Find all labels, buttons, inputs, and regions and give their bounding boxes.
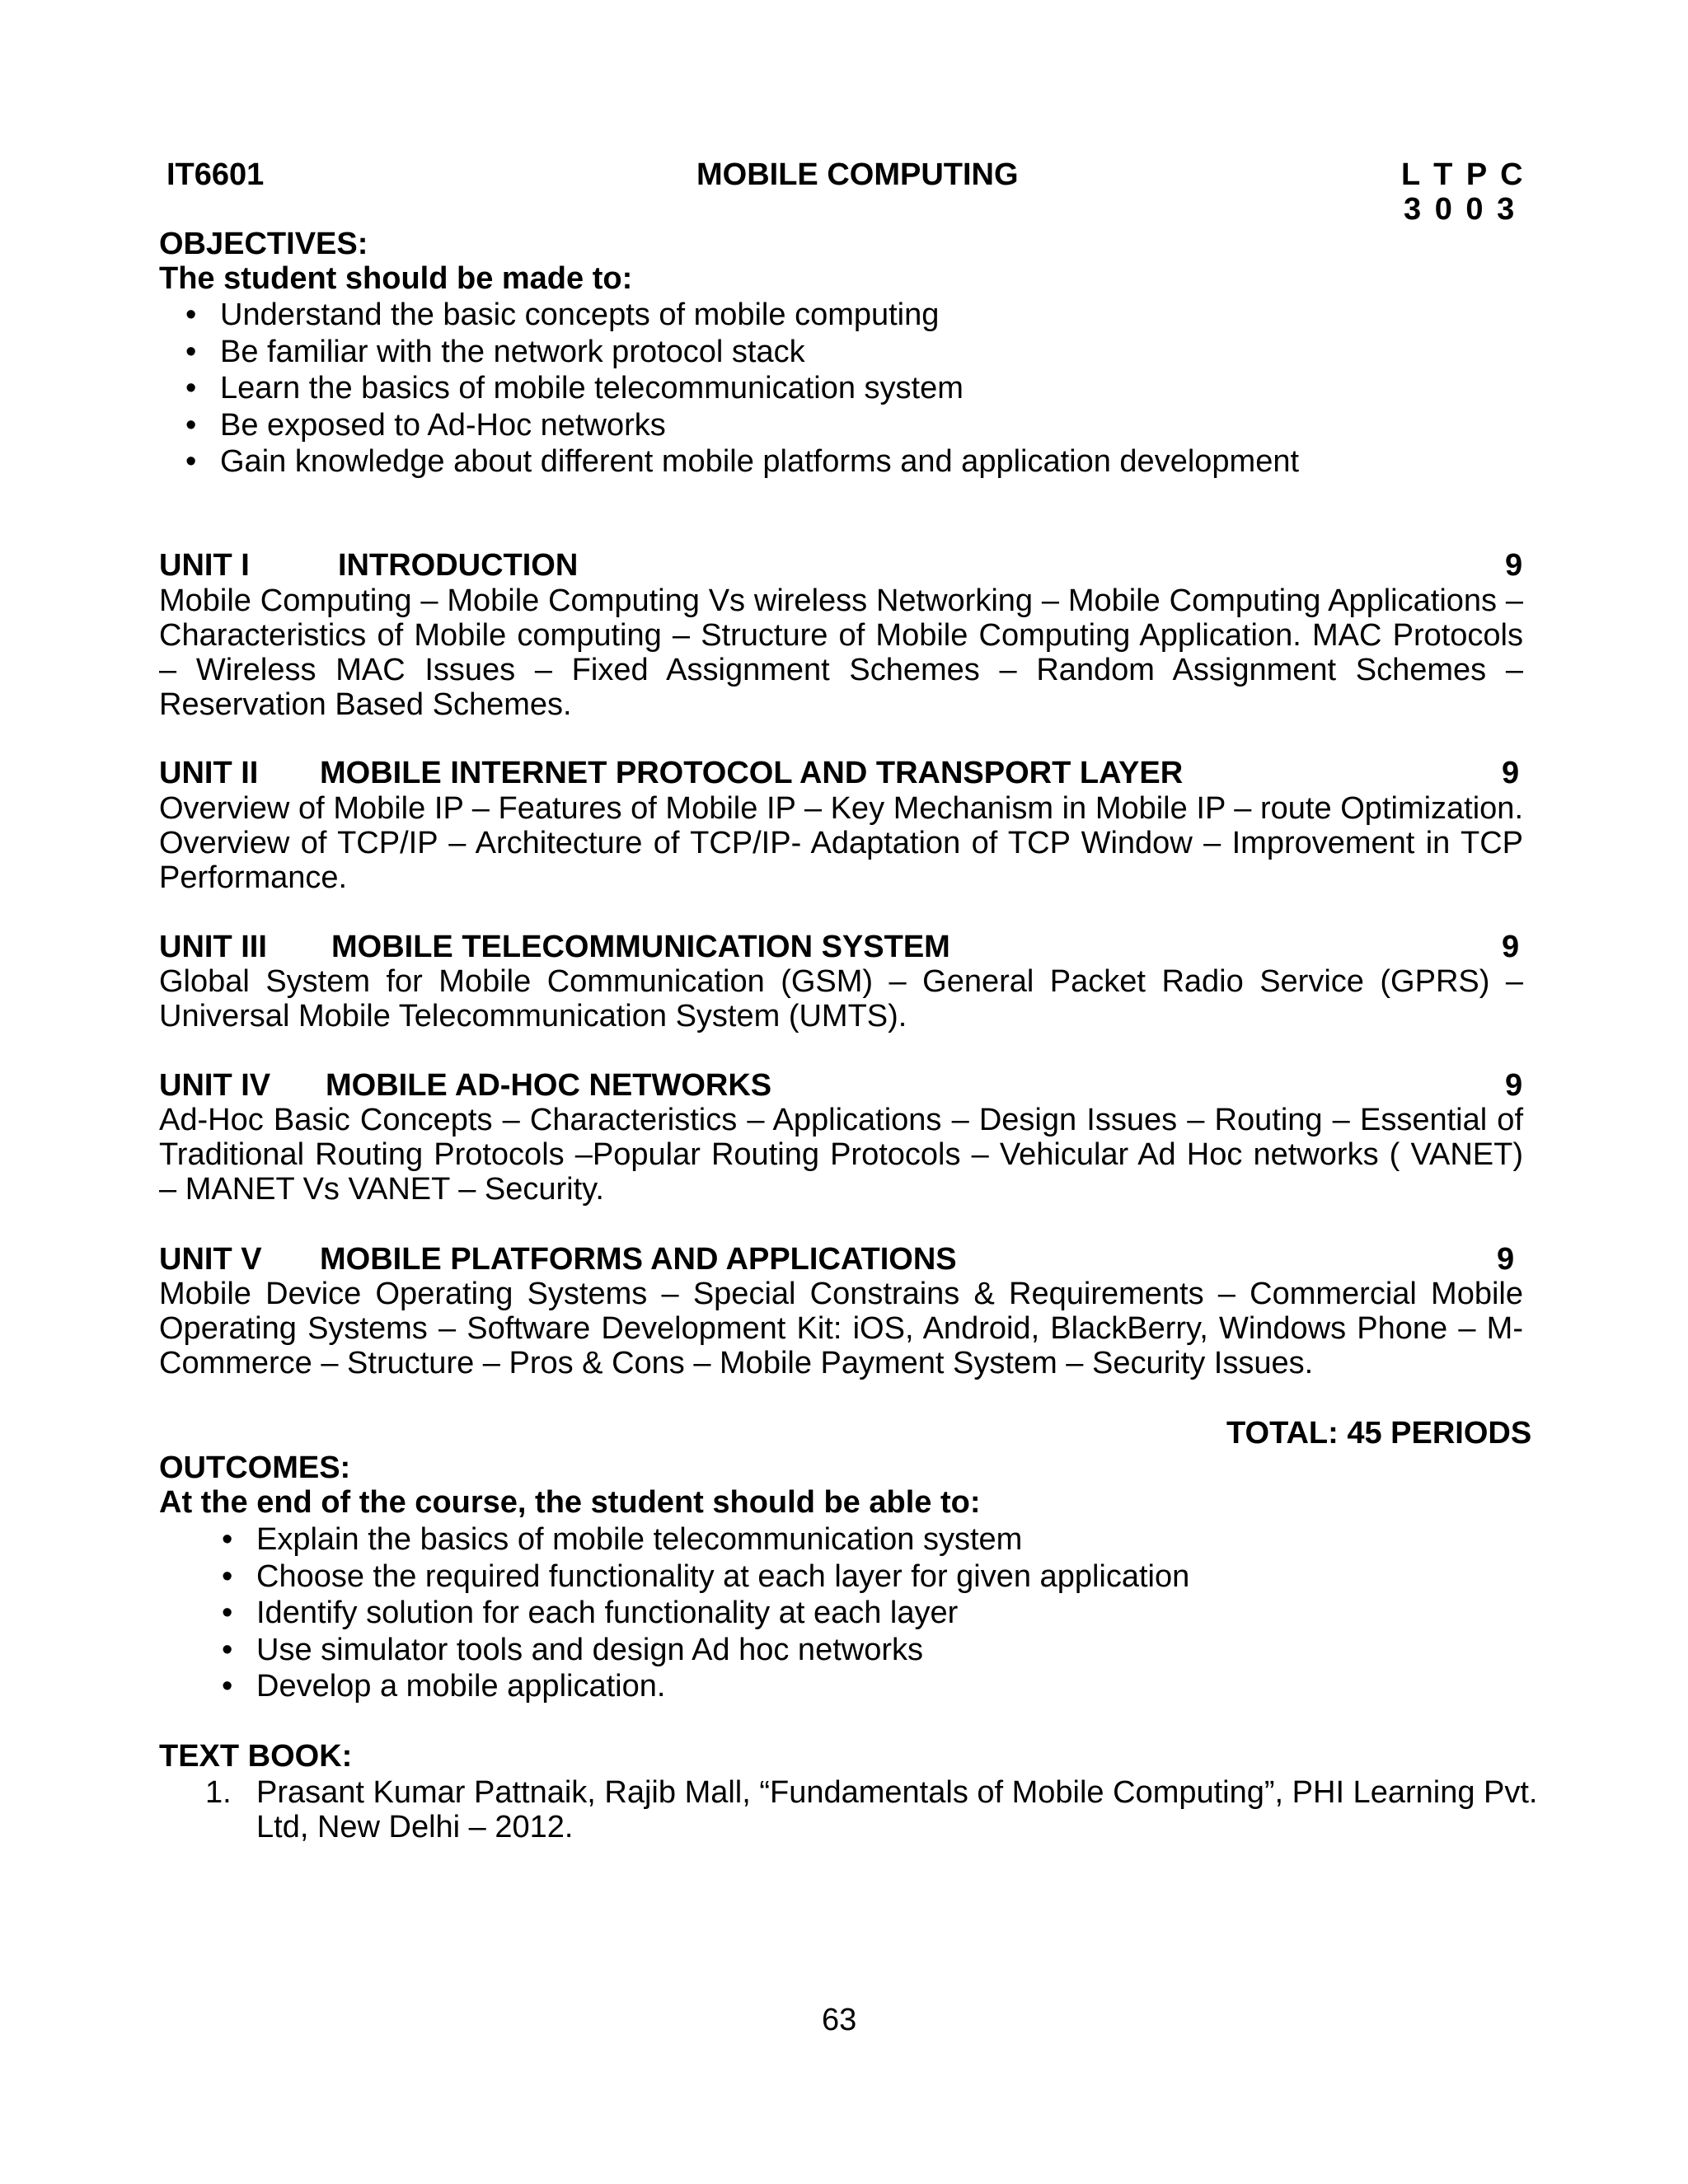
unit-3-hours: 9 bbox=[1502, 930, 1520, 964]
textbook-item-number: 1. bbox=[205, 1775, 232, 1810]
unit-2-hours: 9 bbox=[1502, 756, 1520, 790]
unit-5-label: UNIT V bbox=[159, 1242, 262, 1277]
outcome-item bbox=[222, 1558, 1190, 1596]
textbook-item bbox=[205, 1775, 1538, 1844]
unit-5-title: MOBILE PLATFORMS AND APPLICATIONS bbox=[320, 1242, 957, 1277]
textbook-item-line-2: Ltd, New Delhi – 2012. bbox=[256, 1810, 574, 1844]
page-number: 63 bbox=[822, 2003, 857, 2037]
objective-item bbox=[185, 370, 1299, 407]
unit-5-hours: 9 bbox=[1497, 1242, 1515, 1277]
unit-4-label: UNIT IV bbox=[159, 1068, 271, 1103]
outcomes-intro: At the end of the course, the student should be able to: bbox=[159, 1485, 981, 1520]
outcome-item bbox=[222, 1595, 1189, 1632]
outcome-text: Explain the basics of mobile telecommunication system bbox=[256, 1522, 1023, 1557]
bullet-icon: • bbox=[222, 1596, 233, 1630]
unit-1-content: Mobile Computing – Mobile Computing Vs wireless Networking – Mobile Computing Applications – Characteristics of Mobile computing – Structure of Mobile Computing Application. MAC Protocols – Wireless MAC Issues – Fixed Assignment Schemes – Random Assignment Schemes – Reservation Based Schemes. bbox=[159, 583, 1523, 722]
unit-4-title: MOBILE AD-HOC NETWORKS bbox=[326, 1068, 772, 1103]
textbook-heading: TEXT BOOK: bbox=[159, 1739, 353, 1774]
outcome-item bbox=[222, 1668, 1189, 1705]
outcome-item bbox=[222, 1632, 1189, 1669]
objective-item bbox=[185, 407, 1299, 444]
bullet-icon: • bbox=[185, 407, 197, 443]
bullet-icon: • bbox=[222, 1522, 233, 1557]
course-code: IT6601 bbox=[166, 157, 265, 192]
outcome-text: Develop a mobile application. bbox=[256, 1669, 666, 1704]
unit-3-title: MOBILE TELECOMMUNICATION SYSTEM bbox=[331, 930, 950, 964]
bullet-icon: • bbox=[222, 1669, 233, 1704]
objective-item bbox=[185, 443, 1300, 480]
outcome-text: Identify solution for each functionality at each layer bbox=[256, 1596, 959, 1630]
unit-2-content: Overview of Mobile IP – Features of Mobile IP – Key Mechanism in Mobile IP – route Optimization. Overview of TCP/IP – Architecture of TCP/IP- Adaptation of TCP Window – Improvement in TCP Performance. bbox=[159, 791, 1523, 895]
unit-1-title: INTRODUCTION bbox=[338, 548, 579, 583]
objectives-intro: The student should be made to: bbox=[159, 261, 633, 296]
objective-text: Understand the basic concepts of mobile computing bbox=[220, 298, 940, 332]
bullet-icon: • bbox=[185, 444, 197, 479]
outcome-item bbox=[222, 1521, 1189, 1558]
unit-2-title: MOBILE INTERNET PROTOCOL AND TRANSPORT LAYER bbox=[320, 756, 1184, 790]
objectives-heading: OBJECTIVES: bbox=[159, 227, 368, 261]
objective-text: Learn the basics of mobile telecommunication system bbox=[220, 371, 964, 405]
outcomes-list bbox=[222, 1521, 1190, 1705]
unit-1-hours: 9 bbox=[1505, 548, 1523, 583]
unit-5-content: Mobile Device Operating Systems – Special Constrains & Requirements – Commercial Mobile Operating Systems – Software Development Kit: iOS, Android, BlackBerry, Windows Phone – M-Commerce – Structure – Pros & Cons – Mobile Payment System – Security Issues. bbox=[159, 1277, 1523, 1380]
unit-2-label: UNIT II bbox=[159, 756, 259, 790]
bullet-icon: • bbox=[185, 298, 197, 332]
outcome-text: Use simulator tools and design Ad hoc networks bbox=[256, 1632, 923, 1667]
unit-1-label: UNIT I bbox=[159, 548, 250, 583]
bullet-icon: • bbox=[222, 1558, 233, 1594]
bullet-icon: • bbox=[222, 1632, 233, 1667]
outcome-text: Choose the required functionality at each layer for given application bbox=[256, 1558, 1190, 1594]
bullet-icon: • bbox=[185, 334, 197, 369]
bullet-icon: • bbox=[185, 371, 197, 405]
unit-3-content: Global System for Mobile Communication (GSM) – General Packet Radio Service (GPRS) – Universal Mobile Telecommunication System (UMTS). bbox=[159, 964, 1523, 1033]
ltpc-values: 3 0 0 3 bbox=[1404, 192, 1515, 227]
outcomes-heading: OUTCOMES: bbox=[159, 1451, 351, 1485]
unit-4-hours: 9 bbox=[1505, 1068, 1523, 1103]
total-periods: TOTAL: 45 PERIODS bbox=[1226, 1416, 1532, 1451]
objective-text: Gain knowledge about different mobile platforms and application development bbox=[220, 444, 1300, 479]
unit-3-label: UNIT III bbox=[159, 930, 267, 964]
objective-text: Be familiar with the network protocol stack bbox=[220, 334, 805, 369]
textbook-item-line-1: Prasant Kumar Pattnaik, Rajib Mall, “Fundamentals of Mobile Computing”, PHI Learning Pvt. bbox=[256, 1775, 1538, 1810]
unit-4-content: Ad-Hoc Basic Concepts – Characteristics – Applications – Design Issues – Routing – Essential of Traditional Routing Protocols –Popular Routing Protocols – Vehicular Ad Hoc networks ( VANET) – MANET Vs VANET – Security. bbox=[159, 1103, 1523, 1207]
objective-item bbox=[185, 297, 1299, 334]
objectives-list bbox=[185, 297, 1300, 480]
course-title: MOBILE COMPUTING bbox=[696, 157, 1019, 192]
objective-item bbox=[185, 334, 1299, 371]
objective-text: Be exposed to Ad-Hoc networks bbox=[220, 407, 666, 443]
ltpc-labels: L T P C bbox=[1401, 157, 1523, 192]
